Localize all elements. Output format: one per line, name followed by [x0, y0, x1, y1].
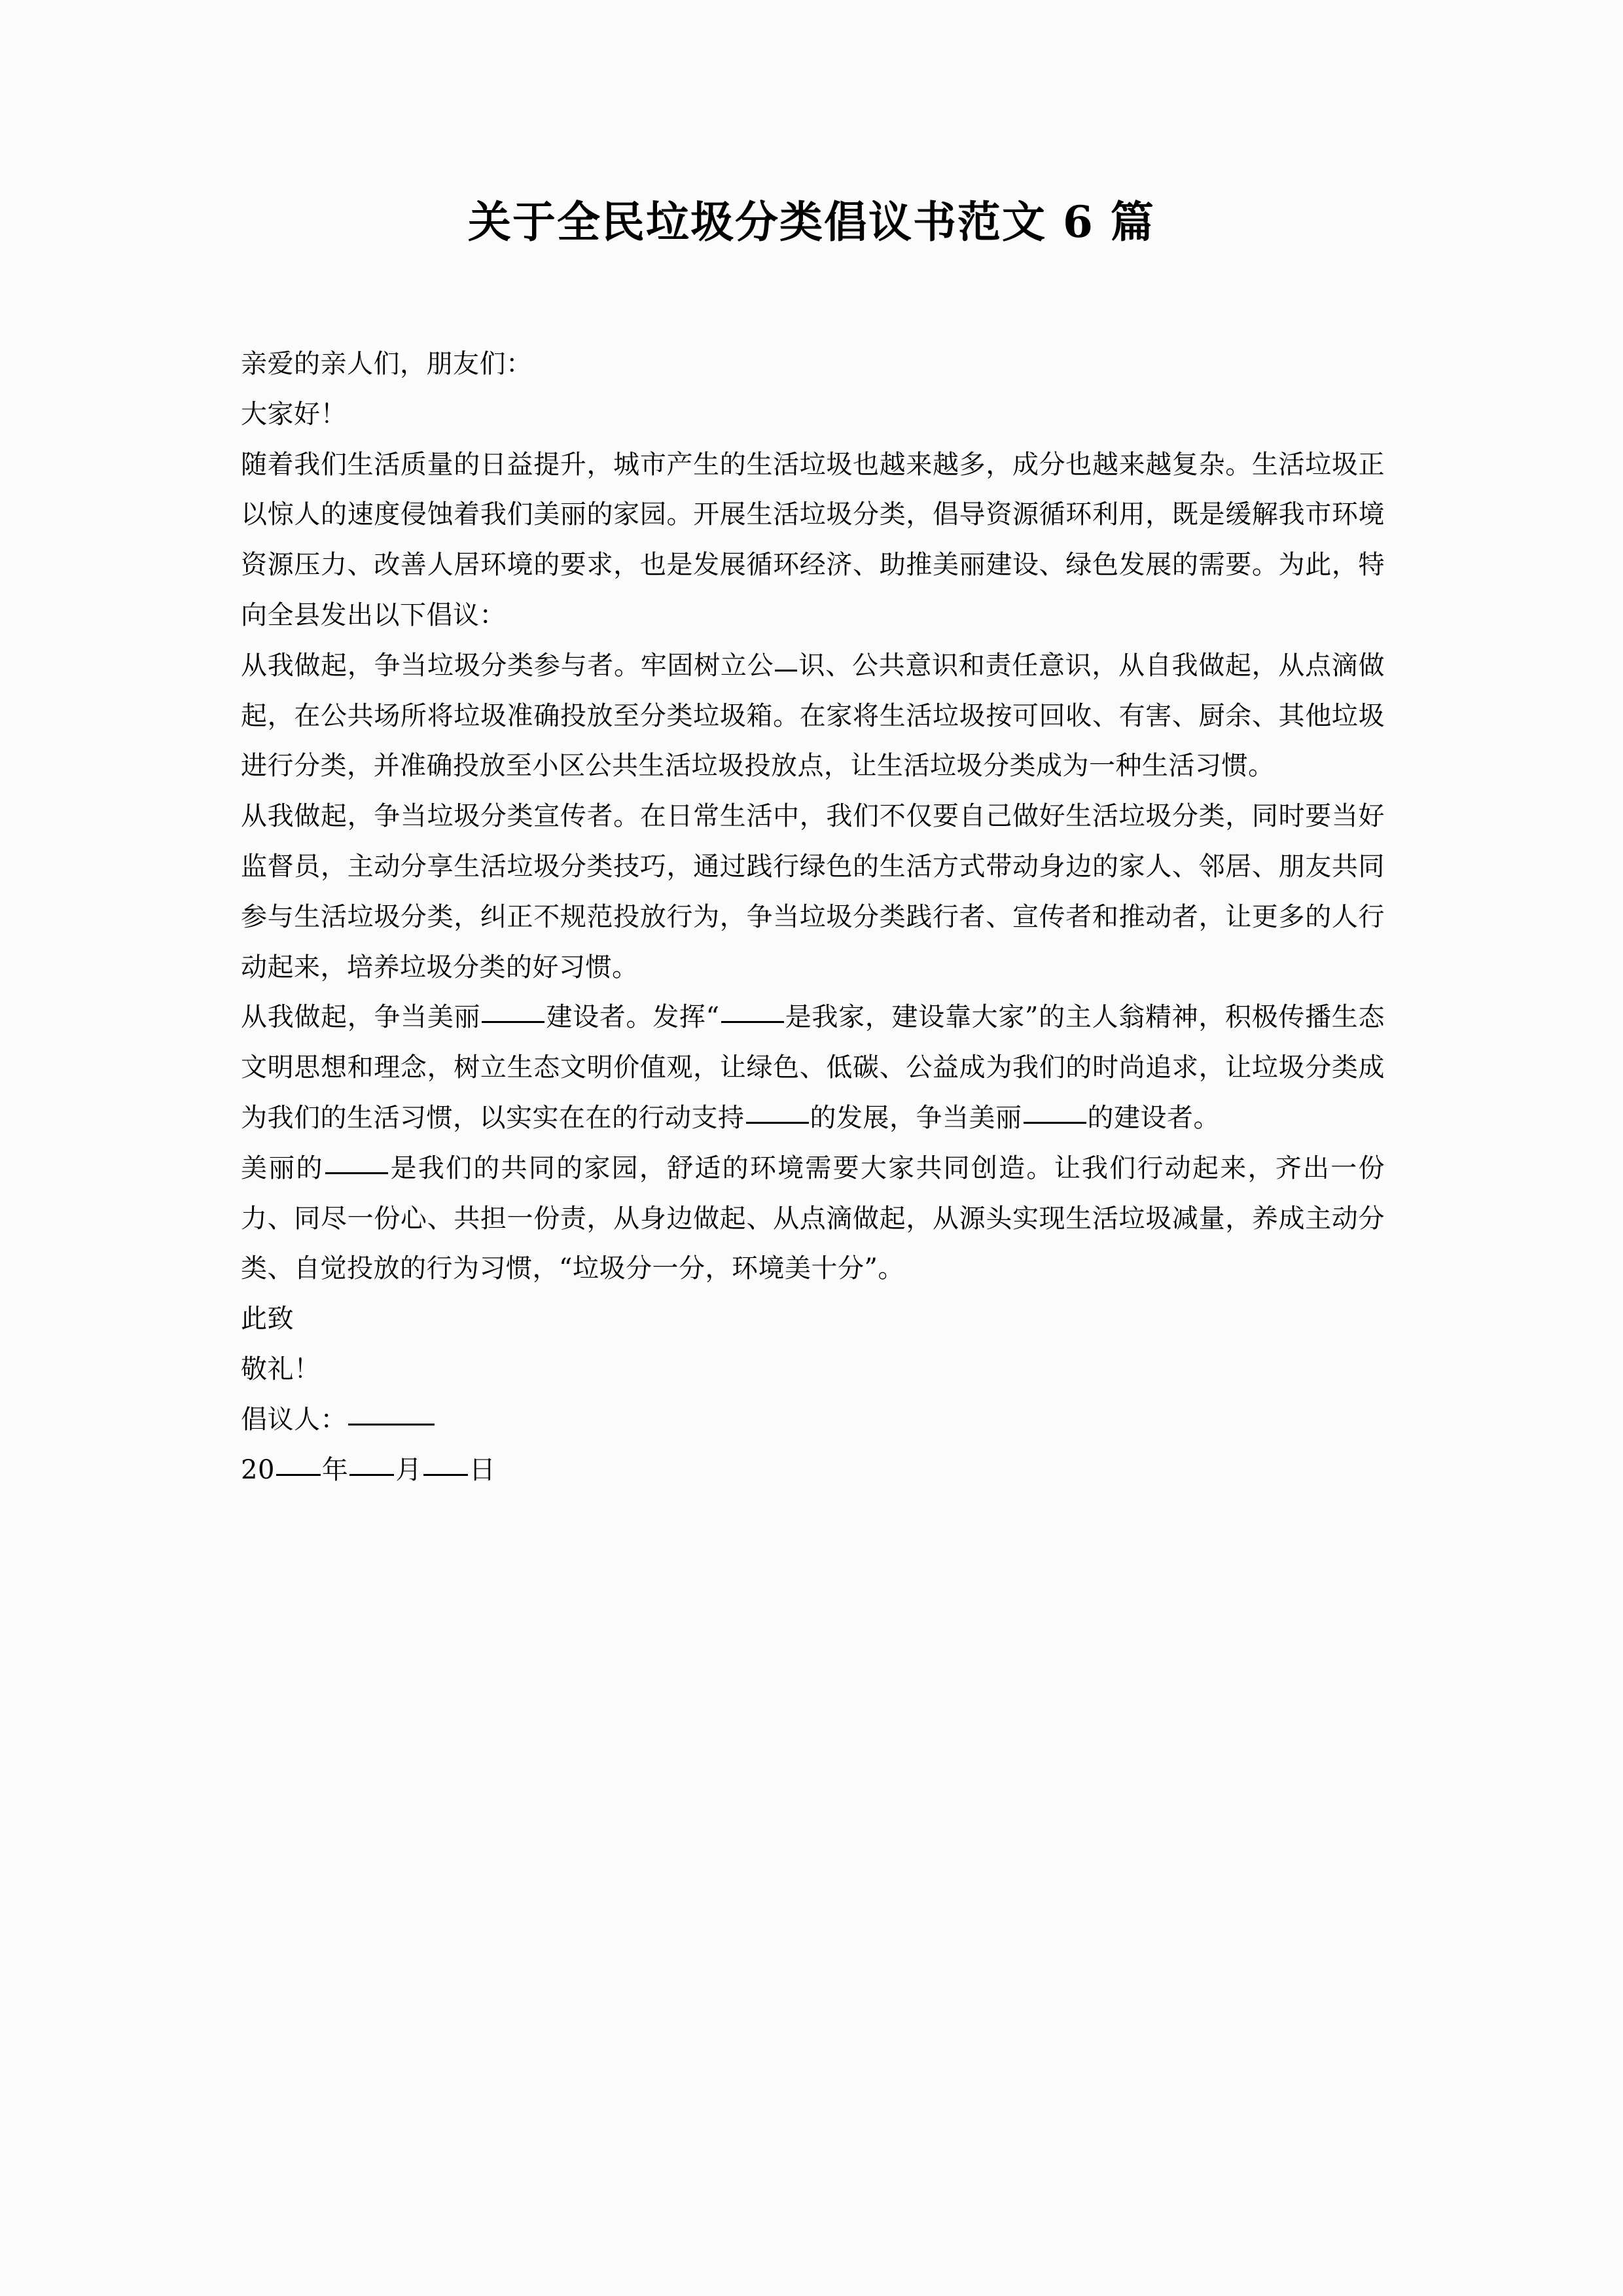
- fill-in-blank[interactable]: [721, 1021, 784, 1023]
- paragraph-date-line: [241, 1445, 1385, 1496]
- paragraph-salutation: 亲爱的亲人们，朋友们：: [241, 349, 533, 379]
- paragraph-text: 20: [241, 1454, 275, 1485]
- paragraph-text: 建设者。发挥“: [546, 1002, 720, 1033]
- paragraph-text: 月: [395, 1454, 422, 1485]
- paragraph-text: 从我做起，争当垃圾分类参与者。牢固树立公: [241, 650, 774, 681]
- paragraph-text: 从我做起，争当美丽: [241, 1002, 481, 1033]
- paragraph-point-1: [241, 641, 1385, 791]
- fill-in-blank[interactable]: [482, 1021, 544, 1023]
- fill-in-blank[interactable]: [276, 1474, 321, 1476]
- paragraph-intro: 随着我们生活质量的日益提升，城市产生的生活垃圾也越来越多，成分也越来越复杂。生活垃圾正以惊人的速度侵蚀着我们美丽的家园。开展生活垃圾分类，倡导资源循环利用，既是缓解我市环境资源压力、改善人居环境的要求，也是发展循环经济、助推美丽建设、绿色发展的需要。为此，特向全县发出以下倡议：: [241, 449, 1385, 630]
- paragraph-point-3: [241, 992, 1385, 1143]
- paragraph-text: 识、公共意识和责任意识，从自我做起，从点滴做起，在公共场所将垃圾准确投放至分类垃圾箱。在家将生活垃圾按可回收、有害、厨余、其他垃圾进行分类，并准确投放至小区公共生活垃圾投放点，让生活垃圾分类成为一种生活习惯。: [241, 650, 1385, 781]
- paragraph-text: 年: [321, 1454, 349, 1485]
- fill-in-blank[interactable]: [1024, 1122, 1086, 1124]
- paragraph-text: 日: [469, 1454, 496, 1485]
- fill-in-blank[interactable]: [325, 1172, 388, 1174]
- paragraph-text: 倡议人：: [241, 1404, 347, 1435]
- fill-in-blank[interactable]: [775, 670, 797, 672]
- fill-in-blank[interactable]: [348, 1424, 435, 1426]
- fill-in-blank[interactable]: [746, 1122, 809, 1124]
- paragraph-text: 的发展，争当美丽: [810, 1102, 1022, 1133]
- paragraph-text: 是我家，建设靠大家”的主人翁精神，积极传播生态文明思想和理念，树立生态文明价值观，让绿色、低碳、公益成为我们的时尚追求，让垃圾分类成为我们的生活习惯，以实实在在的行动支持: [241, 1002, 1385, 1133]
- paragraph-text: 的建设者。: [1087, 1102, 1220, 1133]
- paragraph-sign-off-2: 敬礼！: [241, 1354, 321, 1384]
- paragraph-text: 是我们的共同的家园，舒适的环境需要大家共同创造。让我们行动起来，齐出一份力、同尽一份心、共担一份责，从身边做起、从点滴做起，从源头实现生活垃圾减量，养成主动分类、自觉投放的行为习惯，“垃圾分一分，环境美十分”。: [241, 1153, 1385, 1284]
- paragraph-closing-appeal: [241, 1143, 1385, 1294]
- document-body: [241, 339, 1385, 1495]
- fill-in-blank[interactable]: [349, 1474, 394, 1476]
- paragraph-text: 美丽的: [241, 1153, 324, 1183]
- page-title: 关于全民垃圾分类倡议书范文 6 篇: [468, 196, 1155, 247]
- paragraph-sign-off-1: 此致: [241, 1304, 294, 1335]
- paragraph-signature: [241, 1395, 1385, 1445]
- paragraph-point-2: 从我做起，争当垃圾分类宣传者。在日常生活中，我们不仅要自己做好生活垃圾分类，同时要当好监督员，主动分享生活垃圾分类技巧，通过践行绿色的生活方式带动身边的家人、邻居、朋友共同参与生活垃圾分类，纠正不规范投放行为，争当垃圾分类践行者、宣传者和推动者，让更多的人行动起来，培养垃圾分类的好习惯。: [241, 801, 1385, 982]
- fill-in-blank[interactable]: [423, 1474, 468, 1476]
- paragraph-greeting: 大家好！: [241, 399, 347, 429]
